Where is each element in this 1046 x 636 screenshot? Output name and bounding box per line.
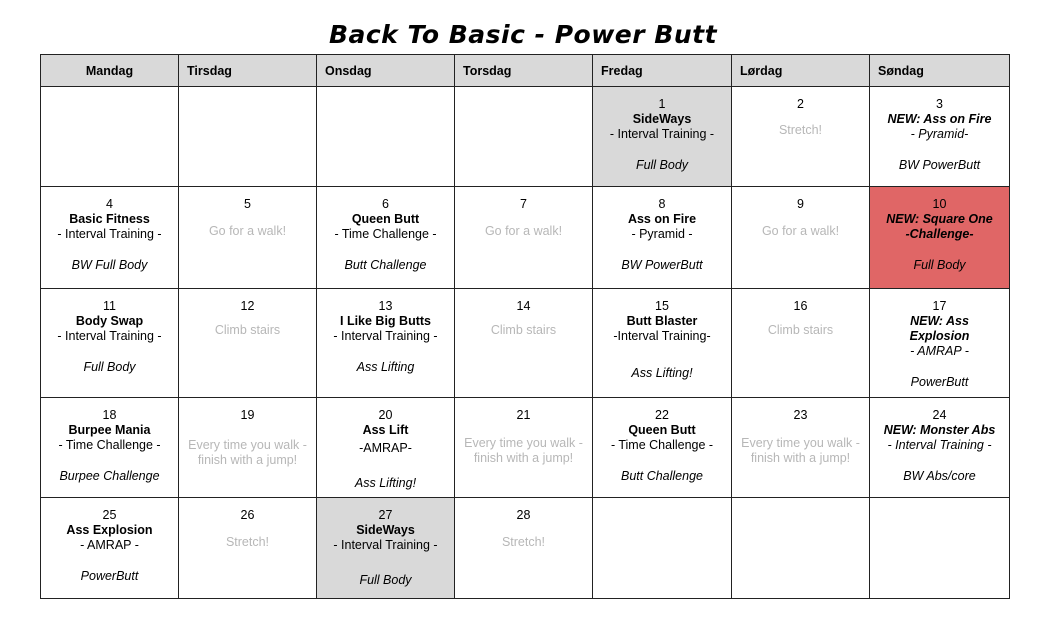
workout-name: Body Swap bbox=[75, 314, 144, 328]
empty-day-cell bbox=[41, 87, 179, 187]
workout-focus: BW PowerButt bbox=[898, 158, 981, 172]
rest-day-note: Climb stairs bbox=[214, 323, 281, 337]
day-cell-1 bbox=[593, 87, 732, 187]
day-number: 23 bbox=[793, 408, 808, 422]
workout-focus: PowerButt bbox=[910, 375, 969, 389]
day-number: 9 bbox=[797, 197, 804, 211]
workout-name: NEW: Monster Abs bbox=[883, 423, 996, 437]
day-cell-26 bbox=[179, 498, 317, 599]
week-row-3 bbox=[41, 289, 1010, 398]
day-cell-12 bbox=[179, 289, 317, 398]
day-cell-9 bbox=[732, 187, 870, 289]
workout-focus: PowerButt bbox=[80, 569, 139, 583]
workout-focus: Burpee Challenge bbox=[59, 469, 160, 483]
rest-day-note: Go for a walk! bbox=[208, 224, 287, 238]
day-cell-21 bbox=[455, 398, 593, 498]
day-number: 8 bbox=[658, 197, 666, 211]
workout-name: NEW: Ass Explosion bbox=[909, 314, 970, 343]
day-number: 19 bbox=[240, 408, 255, 422]
rest-day-note: Go for a walk! bbox=[484, 224, 563, 238]
workout-focus: Full Body bbox=[83, 360, 136, 374]
weekday-header-row bbox=[41, 55, 1010, 87]
empty-day-cell bbox=[732, 498, 870, 599]
workout-focus: Full Body bbox=[359, 573, 412, 587]
day-number: 3 bbox=[936, 97, 943, 111]
workout-name: Butt Blaster bbox=[626, 314, 698, 328]
day-cell-19 bbox=[179, 398, 317, 498]
day-number: 10 bbox=[932, 197, 947, 211]
week-row-2 bbox=[41, 187, 1010, 289]
day-number: 7 bbox=[520, 197, 527, 211]
workout-type: - AMRAP - bbox=[910, 344, 969, 358]
day-cell-23 bbox=[732, 398, 870, 498]
rest-day-note: Go for a walk! bbox=[761, 224, 840, 238]
day-number: 1 bbox=[658, 97, 666, 111]
workout-name: Burpee Mania bbox=[68, 423, 151, 437]
day-cell-2 bbox=[732, 87, 870, 187]
weekday-header-mandag: Mandag bbox=[41, 55, 179, 87]
workout-name: Ass Lift bbox=[362, 423, 409, 437]
workout-focus: Butt Challenge bbox=[344, 258, 427, 272]
day-number: 17 bbox=[932, 299, 947, 313]
day-number: 27 bbox=[378, 508, 393, 522]
day-cell-24 bbox=[870, 398, 1010, 498]
day-number: 2 bbox=[797, 97, 804, 111]
workout-focus: Full Body bbox=[635, 158, 689, 172]
week-row-1 bbox=[41, 87, 1010, 187]
rest-day-note: Climb stairs bbox=[767, 323, 834, 337]
day-cell-22 bbox=[593, 398, 732, 498]
workout-name: Ass Explosion bbox=[66, 523, 153, 537]
workout-focus: Ass Lifting bbox=[356, 360, 415, 374]
workout-calendar bbox=[40, 54, 1010, 599]
day-number: 21 bbox=[516, 408, 531, 422]
weekday-header-lordag: Lørdag bbox=[732, 55, 870, 87]
day-number: 4 bbox=[106, 197, 113, 211]
workout-focus: BW Full Body bbox=[71, 258, 148, 272]
day-cell-28 bbox=[455, 498, 593, 599]
day-number: 6 bbox=[382, 197, 389, 211]
day-cell-10 bbox=[870, 187, 1010, 289]
rest-day-note: Stretch! bbox=[225, 535, 270, 549]
day-cell-4 bbox=[41, 187, 179, 289]
day-number: 5 bbox=[244, 197, 251, 211]
workout-type: - Interval Training - bbox=[333, 538, 438, 552]
day-number: 24 bbox=[932, 408, 947, 422]
empty-day-cell bbox=[179, 87, 317, 187]
workout-name: NEW: Square One bbox=[886, 212, 993, 226]
day-cell-13 bbox=[317, 289, 455, 398]
workout-focus: Ass Lifting! bbox=[354, 476, 417, 490]
day-cell-16 bbox=[732, 289, 870, 398]
day-number: 16 bbox=[793, 299, 808, 313]
workout-type: -AMRAP- bbox=[359, 441, 412, 455]
day-cell-25 bbox=[41, 498, 179, 599]
day-cell-5 bbox=[179, 187, 317, 289]
workout-focus: Full Body bbox=[913, 258, 966, 272]
workout-type: - Pyramid - bbox=[631, 227, 693, 241]
workout-type: -Interval Training- bbox=[613, 329, 711, 343]
week-row-5 bbox=[41, 498, 1010, 599]
day-number: 26 bbox=[240, 508, 255, 522]
workout-focus: Butt Challenge bbox=[620, 469, 703, 483]
week-row-4 bbox=[41, 398, 1010, 498]
rest-day-note: Every time you walk - finish with a jump! bbox=[741, 436, 860, 465]
workout-type: - Interval Training - bbox=[333, 329, 438, 343]
weekday-header-onsdag: Onsdag bbox=[317, 55, 455, 87]
workout-type: - Pyramid- bbox=[910, 127, 969, 141]
calendar-title: Back To Basic - Power Butt bbox=[328, 20, 718, 49]
day-cell-6 bbox=[317, 187, 455, 289]
empty-day-cell bbox=[317, 87, 455, 187]
workout-type: - Time Challenge - bbox=[58, 438, 161, 452]
weekday-header-fredag: Fredag bbox=[593, 55, 732, 87]
workout-type: - Interval Training - bbox=[609, 127, 715, 141]
day-number: 25 bbox=[102, 508, 117, 522]
day-number: 18 bbox=[102, 408, 117, 422]
workout-name: NEW: Ass on Fire bbox=[887, 112, 992, 126]
rest-day-note: Climb stairs bbox=[490, 323, 557, 337]
workout-type: - Time Challenge - bbox=[610, 438, 714, 452]
weekday-header-sondag: Søndag bbox=[870, 55, 1010, 87]
workout-type: - AMRAP - bbox=[80, 538, 139, 552]
rest-day-note: Every time you walk - finish with a jump! bbox=[188, 438, 307, 467]
day-cell-8 bbox=[593, 187, 732, 289]
workout-name: I Like Big Butts bbox=[340, 314, 431, 328]
day-cell-7 bbox=[455, 187, 593, 289]
day-cell-20 bbox=[317, 398, 455, 498]
day-number: 13 bbox=[378, 299, 393, 313]
weekday-header-tirsdag: Tirsdag bbox=[179, 55, 317, 87]
empty-day-cell bbox=[455, 87, 593, 187]
workout-type: - Interval Training - bbox=[57, 227, 162, 241]
workout-focus: BW PowerButt bbox=[621, 258, 703, 272]
day-cell-18 bbox=[41, 398, 179, 498]
workout-name: SideWays bbox=[356, 523, 415, 537]
rest-day-note: Every time you walk - finish with a jump! bbox=[464, 436, 583, 465]
day-number: 28 bbox=[516, 508, 531, 522]
day-cell-15 bbox=[593, 289, 732, 398]
workout-focus: BW Abs/core bbox=[903, 469, 976, 483]
empty-day-cell bbox=[593, 498, 732, 599]
workout-type: -Challenge- bbox=[905, 227, 974, 241]
day-cell-3 bbox=[870, 87, 1010, 187]
day-number: 11 bbox=[103, 299, 116, 313]
workout-name: Ass on Fire bbox=[627, 212, 697, 226]
day-number: 22 bbox=[655, 408, 669, 422]
workout-type: - Interval Training - bbox=[57, 329, 162, 343]
workout-focus: Ass Lifting! bbox=[631, 366, 693, 380]
day-cell-14 bbox=[455, 289, 593, 398]
workout-type: - Interval Training - bbox=[887, 438, 992, 452]
day-number: 12 bbox=[240, 299, 255, 313]
rest-day-note: Stretch! bbox=[778, 123, 823, 137]
workout-name: SideWays bbox=[632, 112, 692, 126]
day-number: 15 bbox=[655, 299, 669, 313]
day-number: 14 bbox=[516, 299, 531, 313]
workout-type: - Time Challenge - bbox=[334, 227, 437, 241]
weekday-header-torsdag: Torsdag bbox=[455, 55, 593, 87]
empty-day-cell bbox=[870, 498, 1010, 599]
day-cell-11 bbox=[41, 289, 179, 398]
rest-day-note: Stretch! bbox=[501, 535, 546, 549]
day-cell-27 bbox=[317, 498, 455, 599]
day-number: 20 bbox=[378, 408, 393, 422]
workout-name: Queen Butt bbox=[351, 212, 420, 226]
workout-name: Queen Butt bbox=[628, 423, 696, 437]
workout-name: Basic Fitness bbox=[69, 212, 150, 226]
day-cell-17 bbox=[870, 289, 1010, 398]
